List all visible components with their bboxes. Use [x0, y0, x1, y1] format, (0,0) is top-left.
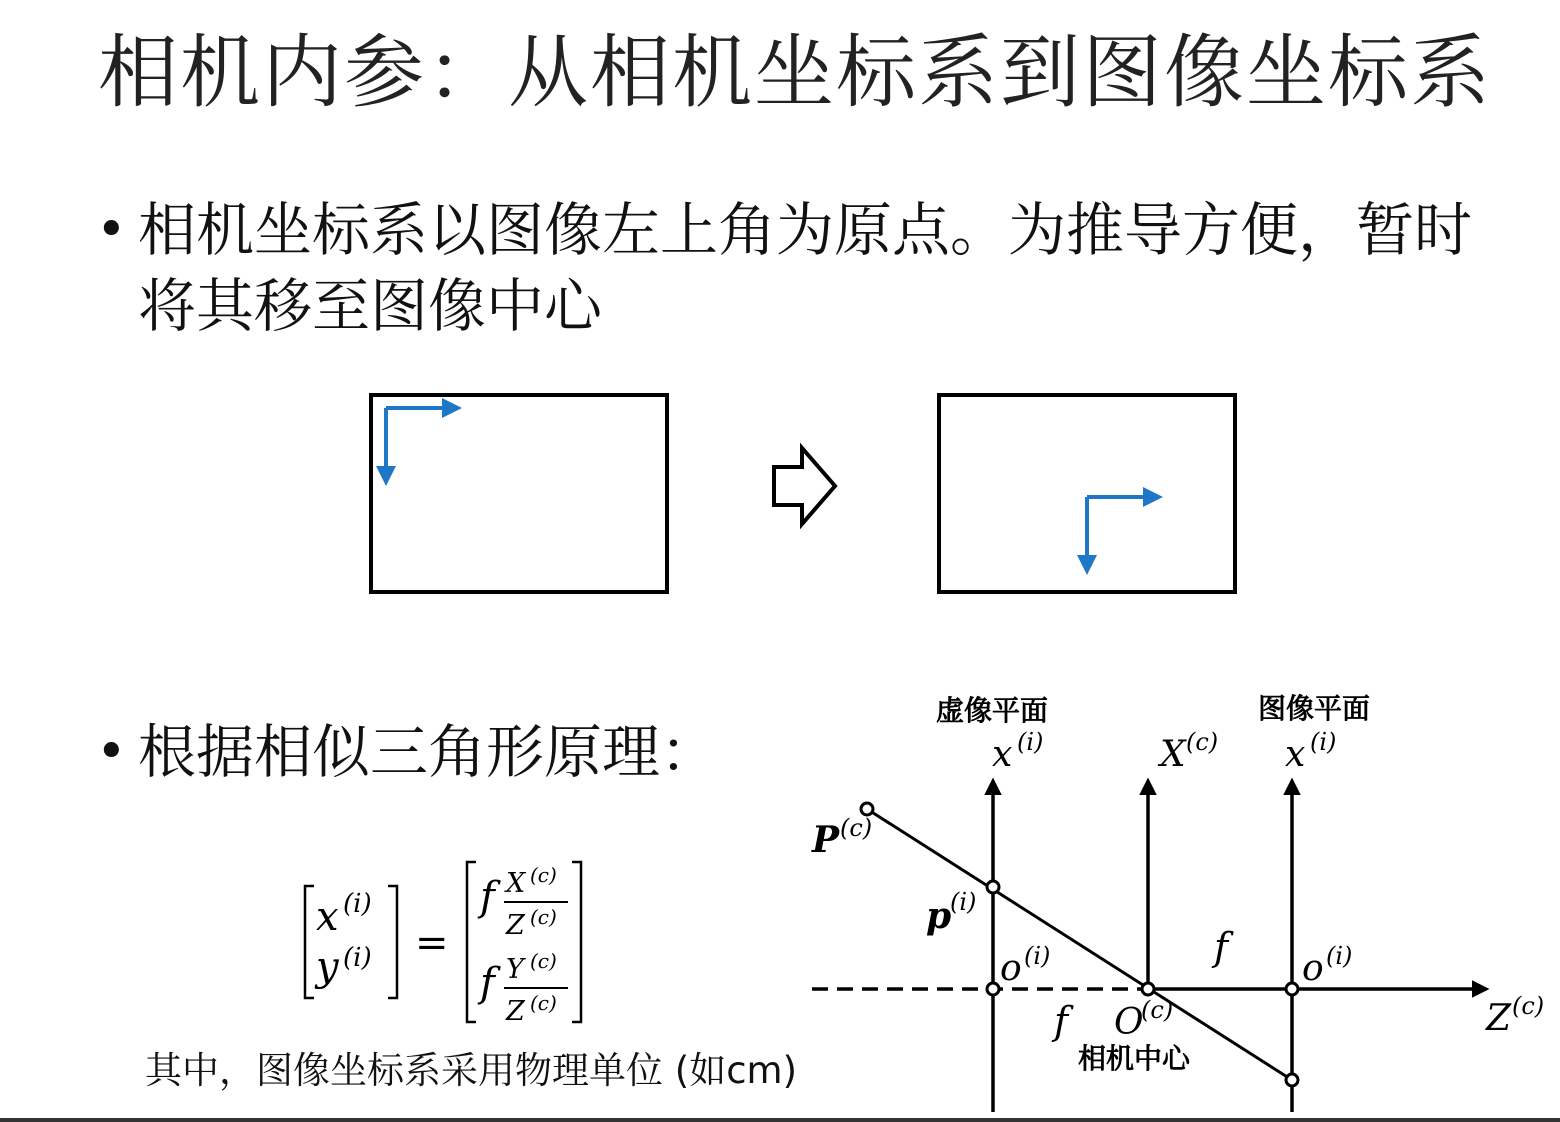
eq-equals: =	[415, 920, 449, 966]
label-P-c: P	[812, 819, 840, 861]
footnote-units: 其中，图像坐标系采用物理单位 (如cm)	[145, 1049, 798, 1092]
label-X-c-sup: (c)	[1186, 728, 1219, 756]
eq-x-sup: (i)	[343, 889, 372, 919]
image-frame-top-left-origin	[371, 395, 667, 592]
origin-o-virtual	[987, 983, 999, 995]
label-camera-center: 相机中心	[1078, 1042, 1191, 1075]
label-virtual-plane: 虚像平面	[936, 694, 1049, 727]
image-frame-center-origin	[939, 395, 1235, 592]
bullet-text: 根据相似三角形原理：	[138, 718, 719, 786]
eq-f-top: f	[480, 874, 495, 920]
label-p-i: p	[926, 895, 952, 937]
eq-y-var: y	[316, 944, 339, 990]
bullet-text: 相机坐标系以图像左上角为原点。为推导方便，暂时将其移至图像中心	[138, 196, 1473, 340]
point-p-virtual	[987, 881, 999, 893]
eq-f-bottom: f	[480, 960, 495, 1006]
bullet-dot: •	[96, 200, 127, 260]
eq-Z-den-bottom: Z	[506, 996, 525, 1027]
camera-center-point	[1142, 983, 1154, 995]
label-P-c-sup: (c)	[840, 814, 873, 842]
point-p-image	[1286, 1074, 1298, 1086]
label-x-i-left-sup: (i)	[1017, 728, 1044, 756]
origin-o-image	[1286, 983, 1298, 995]
eq-Z-sup-top: (c)	[530, 905, 557, 929]
eq-X-sup: (c)	[530, 863, 557, 887]
label-Z-c-sup: (c)	[1512, 992, 1545, 1020]
eq-y-sup: (i)	[343, 943, 372, 973]
label-p-i-sup: (i)	[950, 888, 977, 916]
eq-Z-den-top: Z	[506, 910, 525, 941]
label-x-i-left: x	[992, 734, 1013, 775]
transform-arrow-icon	[774, 448, 835, 524]
eq-Y-sup: (c)	[530, 949, 557, 973]
label-O-c: O	[1114, 1002, 1144, 1043]
label-Z-c: Z	[1486, 998, 1512, 1039]
label-x-i-right-sup: (i)	[1310, 728, 1337, 756]
bullet-dot: •	[96, 722, 127, 782]
label-o-i-left-sup: (i)	[1024, 942, 1051, 970]
label-image-plane: 图像平面	[1258, 692, 1371, 725]
label-X-c: X	[1160, 734, 1186, 775]
label-o-i-left: o	[1000, 948, 1022, 989]
label-f-right: f	[1214, 925, 1229, 969]
label-o-i-right-sup: (i)	[1326, 942, 1353, 970]
eq-x-var: x	[316, 894, 339, 940]
slide-title: 相机内参：从相机坐标系到图像坐标系	[98, 26, 1492, 119]
pinhole-diagram	[811, 692, 1544, 1112]
eq-Z-sup-bottom: (c)	[530, 991, 557, 1015]
label-f-left: f	[1054, 999, 1069, 1043]
projection-equation	[305, 862, 581, 1027]
label-o-i-right: o	[1302, 948, 1324, 989]
eq-Y-num: Y	[506, 954, 524, 985]
projection-ray	[867, 809, 1292, 1080]
label-O-c-sup: (c)	[1141, 996, 1174, 1024]
eq-X-num: X	[506, 868, 526, 899]
bottom-divider	[0, 1118, 1560, 1122]
label-x-i-right: x	[1285, 734, 1306, 775]
